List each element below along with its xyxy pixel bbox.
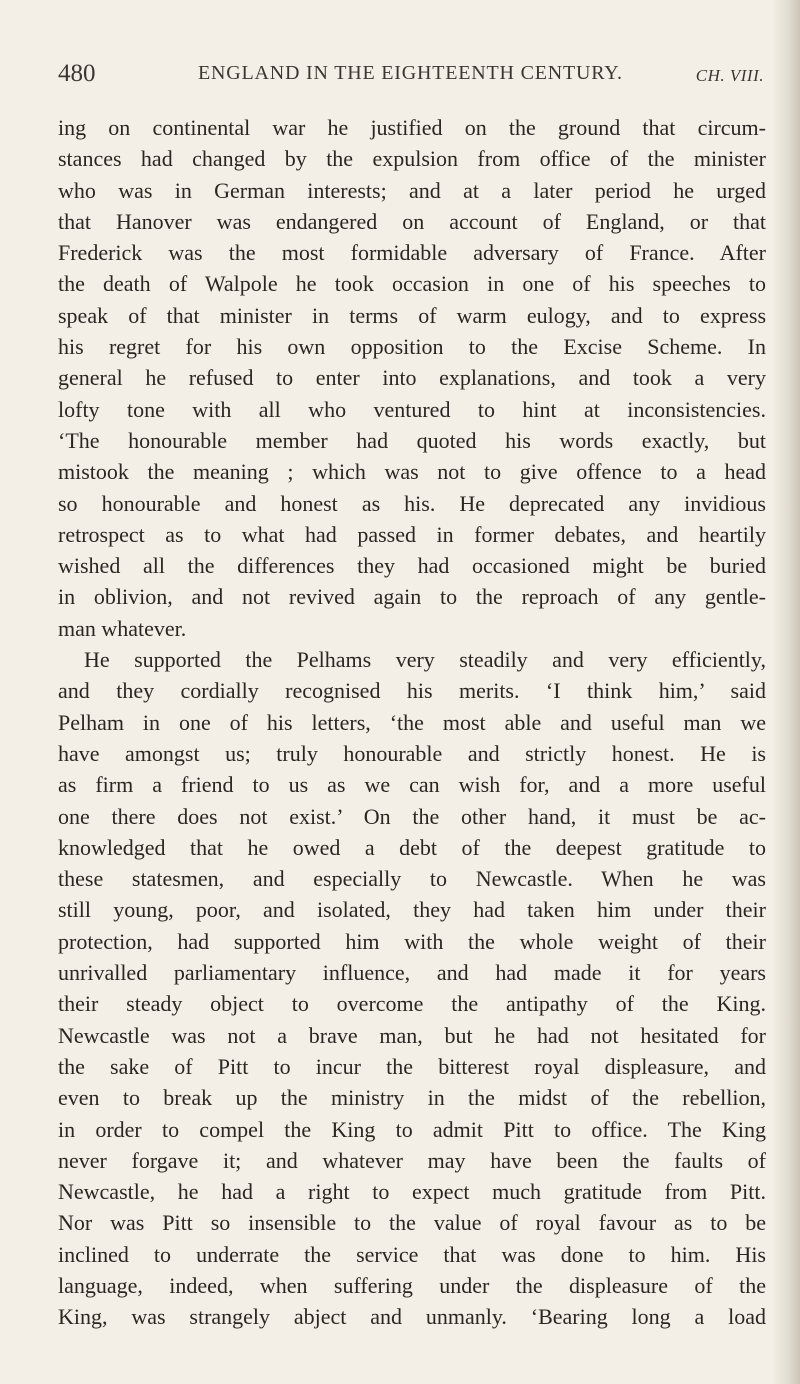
text-line: general he refused to enter into explanations, and took a very bbox=[58, 365, 766, 391]
chapter-mark: CH. VIII. bbox=[695, 66, 764, 85]
text-line: Frederick was the most formidable adversary of France. After bbox=[58, 240, 766, 266]
text-line: mistook the meaning ; which was not to give offence to a head bbox=[58, 459, 766, 485]
paragraph bbox=[58, 644, 766, 1333]
text-line: retrospect as to what had passed in former debates, and heartily bbox=[58, 521, 766, 547]
text-line: He supported the Pelhams very steadily and very efficiently, bbox=[84, 647, 766, 673]
text-line: protection, had supported him with the whole weight of their bbox=[58, 928, 766, 954]
text-line: and they cordially recognised his merits. ‘I think him,’ said bbox=[58, 678, 766, 704]
text-line: Newcastle, he had a right to expect much gratitude from Pitt. bbox=[58, 1179, 766, 1205]
book-title: ENGLAND IN THE EIGHTEENTH CENTURY. bbox=[198, 62, 623, 84]
page-number: 480 bbox=[58, 60, 96, 87]
text-line: Nor was Pitt so insensible to the value of royal favour as to be bbox=[58, 1210, 766, 1236]
text-line: these statesmen, and especially to Newcastle. When he was bbox=[58, 866, 766, 892]
body-text bbox=[58, 112, 766, 1333]
text-line: even to break up the ministry in the midst of the rebellion, bbox=[58, 1085, 766, 1111]
text-line: in order to compel the King to admit Pitt to office. The King bbox=[58, 1116, 766, 1142]
text-line: so honourable and honest as his. He deprecated any invidious bbox=[58, 490, 766, 516]
text-line: man whatever. bbox=[58, 615, 187, 641]
text-line: unrivalled parliamentary influence, and had made it for years bbox=[58, 960, 766, 986]
page-edge-shadow bbox=[772, 0, 800, 1384]
text-line: the sake of Pitt to incur the bitterest royal displeasure, and bbox=[58, 1053, 766, 1079]
text-line: that Hanover was endangered on account of England, or that bbox=[58, 208, 766, 234]
text-line: ‘The honourable member had quoted his words exactly, but bbox=[58, 427, 766, 453]
text-line: his regret for his own opposition to the Excise Scheme. In bbox=[58, 334, 766, 360]
text-line: lofty tone with all who ventured to hint at inconsistencies. bbox=[58, 396, 766, 422]
text-line: one there does not exist.’ On the other hand, it must be ac- bbox=[58, 803, 766, 829]
text-line: knowledged that he owed a debt of the deepest gratitude to bbox=[58, 834, 766, 860]
text-line: their steady object to overcome the antipathy of the King. bbox=[58, 991, 766, 1017]
text-line: speak of that minister in terms of warm eulogy, and to express bbox=[58, 302, 766, 328]
text-line: Newcastle was not a brave man, but he had not hesitated for bbox=[58, 1022, 766, 1048]
text-line: language, indeed, when suffering under the displeasure of the bbox=[58, 1272, 766, 1298]
text-line: still young, poor, and isolated, they had taken him under their bbox=[58, 897, 766, 923]
text-line: ing on continental war he justified on the ground that circum- bbox=[58, 115, 766, 140]
text-line: King, was strangely abject and unmanly. ‘Bearing long a load bbox=[58, 1304, 766, 1330]
text-line: wished all the differences they had occasioned might be buried bbox=[58, 553, 766, 579]
text-line: who was in German interests; and at a later period he urged bbox=[58, 177, 766, 203]
text-line: never forgave it; and whatever may have been the faults of bbox=[58, 1147, 766, 1173]
text-line: inclined to underrate the service that was done to him. His bbox=[58, 1241, 766, 1267]
text-line: as firm a friend to us as we can wish for, and a more useful bbox=[58, 772, 766, 798]
text-line: stances had changed by the expulsion from office of the minister bbox=[58, 146, 766, 172]
text-line: Pelham in one of his letters, ‘the most able and useful man we bbox=[58, 709, 766, 735]
paragraph bbox=[58, 112, 766, 644]
text-line: in oblivion, and not revived again to the reproach of any gentle- bbox=[58, 584, 766, 610]
text-line: have amongst us; truly honourable and strictly honest. He is bbox=[58, 740, 766, 766]
running-head bbox=[58, 60, 764, 96]
text-line: the death of Walpole he took occasion in one of his speeches to bbox=[58, 271, 766, 297]
